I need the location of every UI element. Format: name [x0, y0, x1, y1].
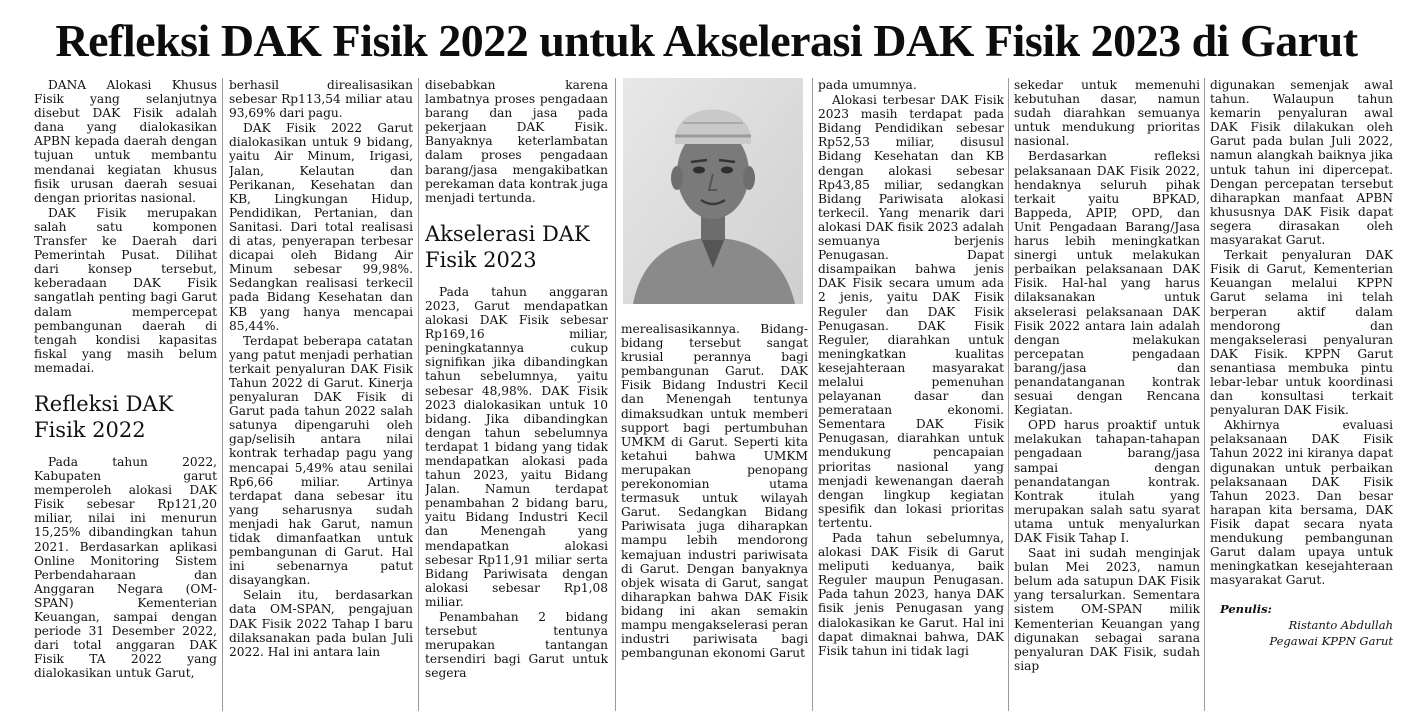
article-column-1 [34, 78, 217, 715]
paragraph: Berdasarkan refleksi pelaksanaan DAK Fisik 2022, hendaknya seluruh pihak terkait yaitu BPKAD, Bappeda, APIP, OPD, dan Unit Pengadaan Barang/Jasa harus lebih meningkatkan sinergi untuk melakukan perbaikan pelaksanaan DAK Fisik. Hal-hal yang harus dilaksanakan untuk akselerasi pelaksanaan DAK Fisik 2022 antara lain adalah dengan melakukan percepatan pengadaan barang/jasa dan penandatanganan kontrak sesuai dengan Rencana Kegiatan. [1014, 149, 1200, 418]
paragraph: Pada tahun sebelumnya, alokasi DAK Fisik di Garut meliputi keduanya, baik Reguler maupun Penugasan. Pada tahun 2023, hanya DAK fisik jenis Penugasan yang dialokasikan ke Garut. Hal ini dapat dimaknai bahwa, DAK Fisik tahun ini tidak lagi [818, 531, 1004, 658]
article-column-4 [621, 322, 808, 715]
article-column-7 [1210, 78, 1393, 715]
author-photo [623, 78, 803, 304]
article-column-2 [229, 78, 413, 715]
paragraph: DAK Fisik 2022 Garut dialokasikan untuk 9 bidang, yaitu Air Minum, Irigasi, Jalan, Kelautan dan Perikanan, Kesehatan dan KB, Lingkungan Hidup, Pendidikan, Pertanian, dan Sanitasi. Dari total realisasi di atas, penyerapan terbesar dicapai oleh Bidang Air Minum sebesar 99,98%. Sedangkan realisasi terkecil pada Bidang Kesehatan dan KB yang hanya mencapai 85,44%. [229, 121, 413, 333]
article-column-5 [818, 78, 1004, 715]
headline: Refleksi DAK Fisik 2022 untuk Akselerasi DAK Fisik 2023 di Garut [55, 15, 1358, 66]
column-divider [1008, 78, 1009, 711]
column-divider [615, 78, 616, 711]
column-divider [812, 78, 813, 711]
paragraph: Selain itu, berdasarkan data OM-SPAN, pengajuan DAK Fisik 2022 Tahap I baru dilaksanakan pada bulan Juli 2022. Hal ini antara lain [229, 588, 413, 659]
paragraph: DANA Alokasi Khusus Fisik yang selanjutnya disebut DAK Fisik adalah dana yang dialokasikan APBN kepada daerah dengan tujuan untuk membantu mendanai kegiatan khusus fisik urusan daerah sesuai dengan prioritas nasional. [34, 78, 217, 205]
column-divider [418, 78, 419, 711]
paragraph: Saat ini sudah menginjak bulan Mei 2023, namun belum ada satupun DAK Fisik yang tersalurkan. Sementara sistem OM-SPAN milik Kementerian Keuangan yang digunakan sebagai sarana penyaluran DAK Fisik, sudah siap [1014, 546, 1200, 673]
paragraph: Terdapat beberapa catatan yang patut menjadi perhatian terkait penyaluran DAK Fisik Tahun 2022 di Garut. Kinerja penyaluran DAK Fisik di Garut pada tahun 2022 salah satunya dipengaruhi oleh gap/selisih antara nilai kontrak terhadap pagu yang mencapai 5,49% atau senilai Rp6,66 miliar. Artinya terdapat dana sebesar itu yang seharusnya sudah menjadi hak Garut, namun tidak dimanfaatkan untuk pembangunan di Garut. Hal ini sebenarnya patut disayangkan. [229, 333, 413, 588]
paragraph: berhasil direalisasikan sebesar Rp113,54 miliar atau 93,69% dari pagu. [229, 78, 413, 121]
paragraph: Pada tahun anggaran 2023, Garut mendapatkan alokasi DAK Fisik sebesar Rp169,16 miliar, peningkatannya cukup signifikan jika dibandingkan tahun sebelumnya, yaitu sebesar 48,98%. DAK Fisik 2023 dialokasikan untuk 10 bidang. Jika dibandingkan dengan tahun sebelumnya terdapat 1 bidang yang tidak mendapatkan alokasi pada tahun 2023, yaitu Bidang Jalan. Namun terdapat penambahan 2 bidang baru, yaitu Bidang Industri Kecil dan Menengah yang mendapatkan alokasi sebesar Rp11,91 miliar serta Bidang Pariwisata dengan alokasi sebesar Rp1,08 miliar. [425, 284, 608, 609]
column-divider [1204, 78, 1205, 711]
paragraph: sekedar untuk memenuhi kebutuhan dasar, namun sudah diarahkan semuanya untuk mendukung prioritas nasional. [1014, 78, 1200, 149]
paragraph: digunakan semenjak awal tahun. Walaupun tahun kemarin penyaluran awal DAK Fisik dilakukan oleh Garut pada bulan Juli 2022, namun alangkah baiknya jika untuk tahun ini dipercepat. Dengan percepatan tersebut diharapkan manfaat APBN khususnya DAK Fisik dapat segera dirasakan oleh masyarakat Garut. [1210, 78, 1393, 248]
article-column-6 [1014, 78, 1200, 715]
subheading-refleksi: Refleksi DAK Fisik 2022 [34, 391, 174, 442]
article-column-3 [425, 78, 608, 715]
paragraph: Penambahan 2 bidang tersebut tentunya merupakan tantangan tersendiri bagi Garut untuk segera [425, 610, 608, 681]
paragraph: Alokasi terbesar DAK Fisik 2023 masih terdapat pada Bidang Pendidikan sebesar Rp52,53 miliar, disusul Bidang Kesehatan dan KB dengan alokasi sebesar Rp43,85 miliar, sedangkan Bidang Pariwisata alokasi terkecil. Yang menarik dari alokasi DAK fisik 2023 adalah semuanya berjenis Penugasan. Dapat disampaikan bahwa jenis DAK Fisik secara umum ada 2 jenis, yaitu DAK Fisik Reguler dan DAK Fisik Penugasan. DAK Fisik Reguler, diarahkan untuk meningkatkan kualitas kesejahteraan masyarakat melalui pemenuhan pelayanan dasar dan pemerataan ekonomi. Sementara DAK Fisik Penugasan, diarahkan untuk mendukung pencapaian prioritas nasional yang menjadi kewenangan daerah dengan lingkup kegiatan spesifik dan lokasi prioritas tertentu. [818, 93, 1004, 530]
paragraph: merealisasikannya. Bidang-bidang tersebut sangat krusial perannya bagi pembangunan Garut. DAK Fisik Bidang Industri Kecil dan Menengah tentunya dimaksudkan untuk memberi support bagi pertumbuhan UMKM di Garut. Seperti kita ketahui bahwa UMKM merupakan penopang perekonomian utama termasuk untuk wilayah Garut. Sedangkan Bidang Pariwisata juga diharapkan mampu lebih mendorong kemajuan industri pariwisata di Garut. Dengan banyaknya objek wisata di Garut, sangat diharapkan bahwa DAK Fisik bidang ini akan semakin mampu mengakselerasi peran industri pariwisata bagi pembangunan ekonomi Garut [621, 322, 808, 661]
author-label: Penulis: [1220, 602, 1272, 617]
paragraph: Pada tahun 2022, Kabupaten garut memperoleh alokasi DAK Fisik sebesar Rp121,20 miliar, nilai ini menurun 15,25% dibandingkan tahun 2021. Berdasarkan aplikasi Online Monitoring Sistem Perbendaharaan dan Anggaran Negara (OM-SPAN) Kementerian Keuangan, sampai dengan periode 31 Desember 2022, dari total anggaran DAK Fisik TA 2022 yang dialokasikan untuk Garut, [34, 454, 217, 681]
author-signature [1210, 601, 1393, 649]
portrait-image [623, 78, 803, 304]
paragraph: OPD harus proaktif untuk melakukan tahapan-tahapan pengadaan barang/jasa sampai dengan penandatangan kontrak. Kontrak itulah yang merupakan salah satu syarat utama untuk menyalurkan DAK Fisik Tahap I. [1014, 418, 1200, 545]
paragraph: Akhirnya evaluasi pelaksanaan DAK Fisik Tahun 2022 ini kiranya dapat digunakan untuk perbaikan pelaksanaan DAK Fisik Tahun 2023. Dan besar harapan kita bersama, DAK Fisik dapat secara nyata mendukung pembangunan Garut dalam upaya untuk meningkatkan kesejahteraan masyarakat Garut. [1210, 418, 1393, 588]
column-divider [222, 78, 223, 711]
author-role: Pegawai KPPN Garut [1269, 634, 1393, 649]
author-name: Ristanto Abdullah [1288, 618, 1393, 633]
paragraph: DAK Fisik merupakan salah satu komponen Transfer ke Daerah dari Pemerintah Pusat. Dilihat dari konsep tersebut, keberadaan DAK Fisik sangatlah penting bagi Garut dalam mempercepat pembangunan daerah di tengah kondisi kapasitas fiskal yang masih belum memadai. [34, 205, 217, 375]
paragraph: pada umumnya. [818, 78, 917, 92]
paragraph: Terkait penyaluran DAK Fisik di Garut, Kementerian Keuangan melalui KPPN Garut selama ini telah berperan aktif dalam mendorong dan mengakselerasi penyaluran DAK Fisik. KPPN Garut senantiasa membuka pintu lebar-lebar untuk koordinasi dan konsultasi terkait penyaluran DAK Fisik. [1210, 248, 1393, 418]
subheading-akselerasi: Akselerasi DAK Fisik 2023 [425, 221, 590, 272]
paragraph: disebabkan karena lambatnya proses pengadaan barang dan jasa pada pekerjaan DAK Fisik. Banyaknya keterlambatan dalam proses pengadaan barang/jasa mengakibatkan perekaman data kontrak juga menjadi tertunda. [425, 78, 608, 205]
